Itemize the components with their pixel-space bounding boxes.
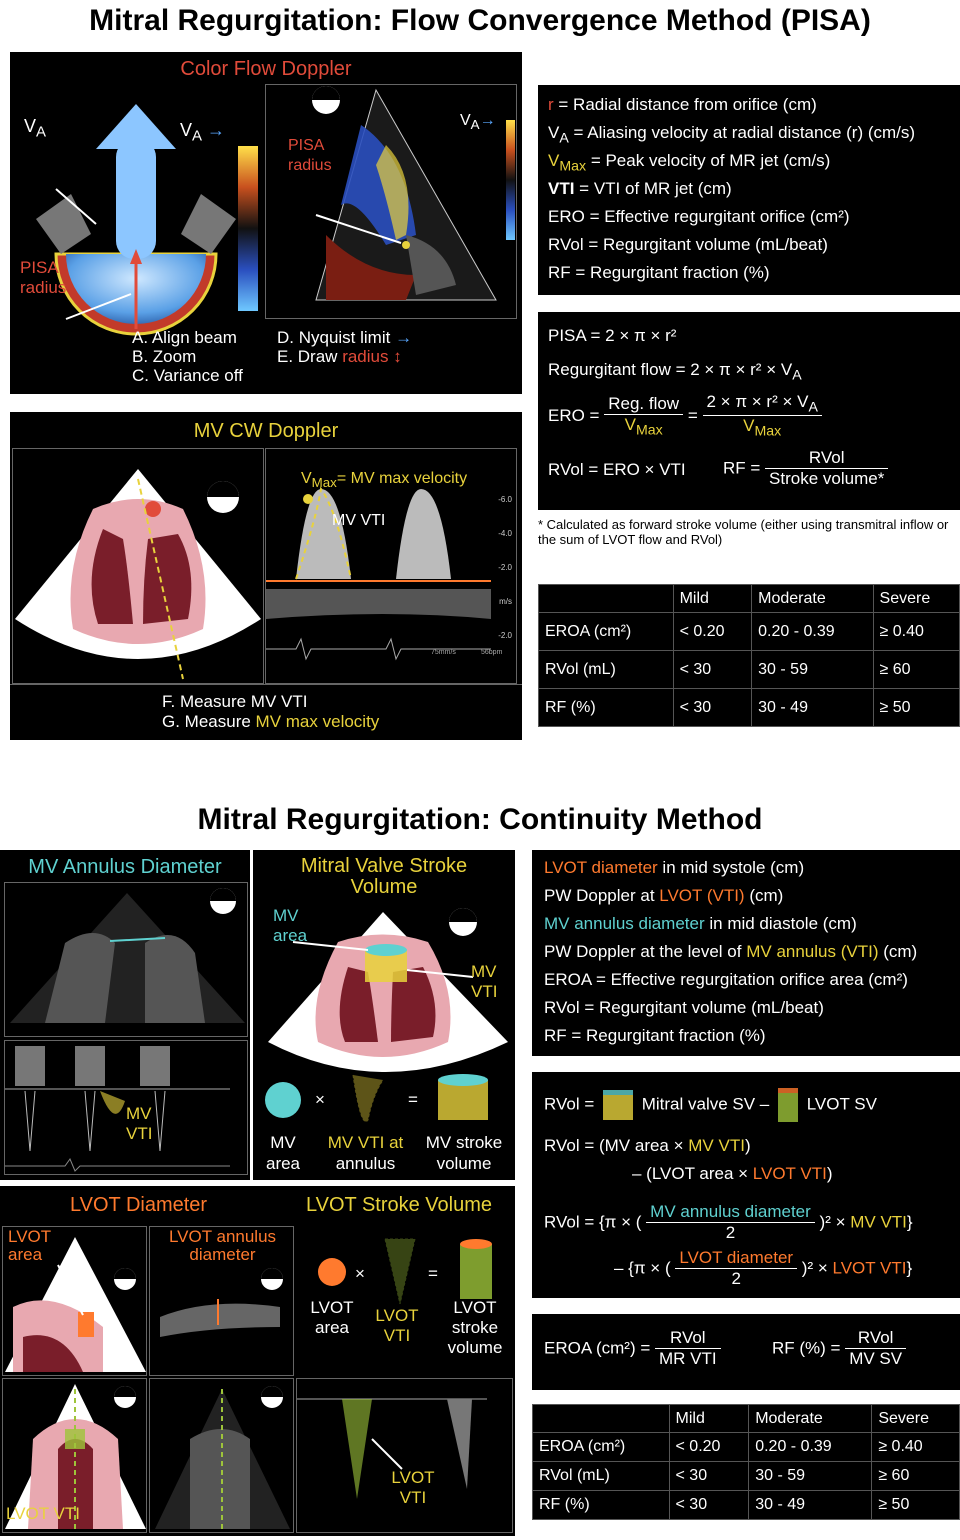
- step-d: D. Nyquist limit: [277, 328, 391, 347]
- icon-lvot-area: LVOT: [310, 1298, 354, 1317]
- mvsv-title-2: Volume: [350, 876, 418, 898]
- eq1-end: LVOT SV: [806, 1094, 877, 1114]
- table-row: [539, 651, 960, 689]
- eq-ero-lhs: ERO =: [548, 405, 605, 425]
- vmax-text: = MV max velocity: [336, 470, 468, 487]
- pisa-radius-label-4: radius: [288, 157, 332, 174]
- eq3-a: – (LVOT area ×: [632, 1164, 753, 1183]
- table-header: Moderate: [749, 1405, 872, 1433]
- eq-ero-num1: Reg. flow: [604, 394, 683, 415]
- table-cell: < 30: [673, 651, 752, 689]
- eq5-post: )² ×: [801, 1258, 833, 1278]
- table-cell: < 30: [669, 1491, 749, 1520]
- continuity-title: Mitral Regurgitation: Continuity Method: [197, 803, 763, 836]
- heart-rate: 56bpm: [481, 649, 503, 656]
- icon-lvot-vti-2: VTI: [383, 1326, 411, 1345]
- step-e: E. Draw: [277, 347, 343, 366]
- icon-lvot-sv-3: volume: [447, 1338, 503, 1357]
- footnote: * Calculated as forward stroke volume (either using transmitral inflow or the sum of LVOT flow and RVol): [538, 517, 949, 547]
- table-cell: 0.20 - 0.39: [749, 1433, 872, 1462]
- times-icon: ×: [355, 1264, 365, 1283]
- lvot-vti-trace-label: LVOT: [391, 1468, 435, 1487]
- color-flow-doppler-panel: [10, 52, 522, 394]
- icon-mv-area: MV: [270, 1133, 296, 1152]
- steps-left: [132, 328, 243, 385]
- arrow-right-icon: →: [479, 112, 496, 129]
- eq5-pre: – {π × (: [614, 1258, 671, 1278]
- lvot-vti-label: LVOT VTI: [6, 1504, 81, 1523]
- eq1-mid: Mitral valve SV –: [641, 1094, 770, 1114]
- lvot-diam-title: LVOT Diameter: [70, 1194, 208, 1216]
- table-cell: 30 - 49: [752, 689, 873, 727]
- table-cell: 30 - 59: [752, 651, 873, 689]
- mv-annulus-panel: [0, 850, 250, 1180]
- cdef-pw-lvot-rest: (cm): [744, 886, 784, 905]
- icon-mv-area-2: area: [265, 1154, 301, 1173]
- eq5-end: }: [906, 1258, 913, 1278]
- rf-den: MV SV: [849, 1349, 903, 1368]
- def-vmax: = Peak velocity of MR jet (cm/s): [586, 151, 831, 170]
- def-rf-key: RF: [548, 263, 571, 282]
- eq-rf-num: RVol: [765, 448, 888, 469]
- table-cell: < 30: [669, 1462, 749, 1491]
- step-b: B. Zoom: [132, 347, 197, 366]
- def-vti: = VTI of MR jet (cm): [574, 179, 732, 198]
- lvot-area-label: LVOT: [8, 1227, 52, 1246]
- va-sub-3: A: [470, 117, 480, 133]
- eq-flow: Regurgitant flow = 2 × π × r² × V: [548, 360, 793, 379]
- equals-icon: =: [408, 1090, 418, 1109]
- pisa-severity-table: [538, 584, 960, 727]
- icon-mv-vti: MV VTI at: [327, 1133, 404, 1152]
- eq-pisa: PISA = 2 × π × r²: [548, 326, 677, 345]
- table-cell: < 30: [673, 689, 752, 727]
- cdef-pw-mv-pre: PW Doppler at the level of: [544, 942, 747, 961]
- table-cell: EROA (cm²): [539, 613, 674, 651]
- pisa-illustration: [16, 84, 266, 349]
- equals-icon: =: [428, 1264, 438, 1283]
- eq3-b: LVOT VTI: [752, 1164, 827, 1183]
- pisa-radius-label-2: radius: [20, 278, 67, 297]
- icon-lvot-vti: LVOT: [375, 1306, 419, 1325]
- def-rvol-key: RVol: [548, 235, 584, 254]
- eq5-den: 2: [731, 1269, 741, 1288]
- va-label-2: V: [180, 120, 193, 140]
- table-cell: ≥ 60: [873, 651, 959, 689]
- table-cell: ≥ 50: [872, 1491, 960, 1520]
- eq-ero-num2: 2 × π × r² × V: [706, 392, 809, 411]
- icon-mv-sv: MV stroke: [425, 1133, 503, 1152]
- def-r: = Radial distance from orifice (cm): [553, 95, 817, 114]
- continuity-equations: [532, 1072, 960, 1298]
- lvot-vti-echo: [149, 1378, 294, 1533]
- eroa-num: RVol: [655, 1328, 721, 1349]
- lvot-vti-trace-label-2: VTI: [399, 1488, 427, 1507]
- table-cell: RF (%): [539, 689, 674, 727]
- lvot-sv-title: LVOT Stroke Volume: [306, 1194, 493, 1216]
- table-header: Severe: [873, 585, 959, 613]
- step-f: F. Measure MV VTI: [162, 692, 308, 711]
- cdef-lvot-diam: LVOT diameter: [544, 858, 658, 877]
- tick-label: -2.0: [498, 563, 512, 572]
- step-a: A. Align beam: [132, 328, 237, 347]
- va-sub-1: A: [36, 123, 47, 141]
- table-header: Moderate: [752, 585, 873, 613]
- table-header: [533, 1405, 670, 1433]
- mv-vti-text-2: VTI: [126, 1124, 153, 1143]
- table-cell: RF (%): [533, 1491, 670, 1520]
- table-header: Severe: [872, 1405, 960, 1433]
- table-cell: ≥ 0.40: [873, 613, 959, 651]
- table-cell: ≥ 50: [873, 689, 959, 727]
- va-label-1: V: [24, 116, 37, 136]
- table-row: [539, 613, 960, 651]
- pisa-radius-label: PISA: [20, 258, 59, 277]
- eroa-den: MR VTI: [658, 1349, 717, 1368]
- table-row: [539, 689, 960, 727]
- table-row: [533, 1433, 960, 1462]
- cdef-eroa: EROA = Effective regurgitation orifice area (cm²): [544, 970, 908, 989]
- icon-lvot-sv: LVOT: [453, 1298, 497, 1317]
- mv-area-label-2: area: [273, 926, 308, 945]
- step-g-hl: MV max velocity: [255, 712, 380, 731]
- icon-mv-vti-2: annulus: [335, 1154, 396, 1173]
- apical-heart-illustration: [12, 448, 264, 684]
- mv-area-label: MV: [273, 906, 299, 925]
- arrow-right-icon: →: [395, 328, 413, 347]
- cdef-pw-mv: MV annulus (VTI): [746, 942, 879, 961]
- icon-mv-sv-2: volume: [436, 1154, 492, 1173]
- step-e-radius: radius: [342, 347, 389, 366]
- annulus-echo-image: [4, 882, 248, 1037]
- mv-sv-icon: [603, 1090, 633, 1120]
- va-label-3: V: [460, 112, 471, 129]
- mv-vti-label: MV: [471, 962, 497, 981]
- cdef-lvot-diam-rest: in mid systole (cm): [657, 858, 805, 877]
- table-cell: < 0.20: [673, 613, 752, 651]
- tick-label: -2.0: [498, 631, 512, 640]
- table-header: Mild: [673, 585, 752, 613]
- mv-vti-label: MV VTI: [332, 512, 386, 529]
- velocity-scale: [498, 483, 512, 653]
- cfd-title: Color Flow Doppler: [180, 58, 352, 80]
- mv-vti-text: MV: [126, 1104, 152, 1123]
- cdef-pw-mv-rest: (cm): [878, 942, 918, 961]
- eq-rf-den: Stroke volume*: [769, 469, 885, 488]
- vmax-sub: Max: [311, 475, 337, 491]
- continuity-definitions: [532, 850, 960, 1056]
- eroa-rf-panel: [532, 1314, 960, 1390]
- def-rvol: = Regurgitant volume (mL/beat): [583, 235, 828, 254]
- step-c: C. Variance off: [132, 366, 243, 385]
- double-arrow-icon: ↕: [393, 347, 402, 366]
- tick-label: m/s: [499, 597, 512, 606]
- icon-lvot-sv-2: stroke: [451, 1318, 499, 1337]
- eq2-c: ): [744, 1136, 751, 1155]
- cdef-pw-lvot: LVOT (VTI): [659, 886, 745, 905]
- cdef-mv-ann: MV annulus diameter: [544, 914, 705, 933]
- eq4-post: )² ×: [819, 1212, 851, 1232]
- table-cell: RVol (mL): [539, 651, 674, 689]
- def-ero: = Effective regurgitant orifice (cm²): [584, 207, 850, 226]
- table-cell: EROA (cm²): [533, 1433, 670, 1462]
- step-g: G. Measure: [162, 712, 256, 731]
- eq1-pre: RVol =: [544, 1094, 599, 1114]
- sweep-speed: 75mm/s: [431, 649, 456, 656]
- eq4-den: 2: [725, 1223, 736, 1242]
- lvot-pw-trace: [296, 1378, 513, 1533]
- eq4-num: MV annulus diameter: [646, 1202, 815, 1223]
- lvot-panel: [0, 1186, 515, 1536]
- def-vti-key: VTI: [548, 179, 575, 198]
- eq4-pre: RVol = {π × (: [544, 1212, 642, 1232]
- eq5-vti: LVOT VTI: [832, 1258, 907, 1278]
- times-icon: ×: [315, 1090, 325, 1109]
- cdef-rf: RF = Regurgitant fraction (%): [544, 1026, 766, 1045]
- table-row: [533, 1462, 960, 1491]
- mv-stroke-volume-panel: [253, 850, 515, 1180]
- pisa-equations: PISA = 2 × π × r² Regurgitant flow = $2 \times \pi \times r^2 \times V_A$ ERO = $\frac{\text{Reg. flow}}{V_{Max}}$ = $\frac{2 \times \pi \times r^2 \times V_A}{V_{Max}}$ RVol = ERO × VTI RF = $\frac{\text{RVol}}{\text{Stroke volume*}}$: [538, 312, 960, 510]
- def-va: = Aliasing velocity at radial distance (r) (cm/s): [568, 123, 916, 142]
- cdef-mv-ann-rest: in mid diastole (cm): [704, 914, 857, 933]
- table-row: [533, 1491, 960, 1520]
- rf-num: RVol: [845, 1328, 906, 1349]
- pisa-title: Mitral Regurgitation: Flow Convergence Method (PISA): [89, 4, 871, 37]
- eq5-num: LVOT diameter: [675, 1248, 797, 1269]
- eq4-end: }: [906, 1212, 913, 1232]
- rf-lhs: RF (%) =: [772, 1338, 846, 1358]
- lvot-sv-icon: [778, 1088, 798, 1122]
- arrow-right-icon: →: [207, 120, 226, 140]
- eq2-b: MV VTI: [688, 1136, 745, 1155]
- eq-rf-lhs: RF =: [723, 458, 766, 478]
- va-sub-2: A: [192, 127, 203, 145]
- tick-label: -4.0: [498, 529, 512, 538]
- table-cell: 30 - 49: [749, 1491, 872, 1520]
- vmax-label: V: [301, 470, 312, 487]
- mv-vti-label-trace: [126, 1104, 152, 1144]
- icon-lvot-area-2: area: [314, 1318, 350, 1337]
- annulus-title: MV Annulus Diameter: [28, 856, 222, 878]
- lvot-sv-icons: [300, 1234, 512, 1304]
- cw-title: MV CW Doppler: [193, 420, 339, 442]
- table-header: Mild: [669, 1405, 749, 1433]
- cdef-pw-lvot-pre: PW Doppler at: [544, 886, 660, 905]
- mv-cw-doppler-panel: [10, 412, 522, 740]
- eq-ero-den1: V: [624, 414, 636, 434]
- cdef-rvol: RVol = Regurgitant volume (mL/beat): [544, 998, 824, 1017]
- lvot-area-label-2: area: [8, 1245, 43, 1264]
- eroa-lhs: EROA (cm²) =: [544, 1338, 655, 1358]
- mvsv-title: Mitral Valve Stroke: [300, 855, 468, 877]
- lvot-annulus-label-2: diameter: [189, 1245, 256, 1264]
- continuity-severity-table: [532, 1404, 960, 1520]
- lvot-annulus-label: LVOT annulus: [168, 1227, 277, 1246]
- table-cell: 0.20 - 0.39: [752, 613, 873, 651]
- pisa-definitions: r = Radial distance from orifice (cm) $V_A$ = Aliasing velocity at radial distance (r) (cm/s) $V_{Max}$ = Peak velocity of MR jet (cm/s) VTI = VTI of MR jet (cm) ERO = Effective regurgitant orifice (cm²) RVol = Regurgitant volume (mL/beat) RF = Regurgitant fraction (%): [538, 85, 960, 295]
- tick-label: -6.0: [498, 495, 512, 504]
- table-header: [539, 585, 674, 613]
- mv-vti-label-2: VTI: [471, 982, 498, 1001]
- pisa-radius-label-3: PISA: [288, 137, 325, 154]
- eq3-c: ): [826, 1164, 833, 1183]
- table-cell: < 0.20: [669, 1433, 749, 1462]
- table-cell: ≥ 60: [872, 1462, 960, 1491]
- eq2-a: RVol = (MV area ×: [544, 1136, 689, 1155]
- eq-rvol: RVol = ERO × VTI: [548, 460, 686, 479]
- table-cell: ≥ 0.40: [872, 1433, 960, 1462]
- def-ero-key: ERO: [548, 207, 585, 226]
- mv-sv-icons: [253, 1070, 515, 1130]
- eq4-vti: MV VTI: [850, 1212, 907, 1232]
- table-cell: RVol (mL): [533, 1462, 670, 1491]
- def-rf: = Regurgitant fraction (%): [570, 263, 770, 282]
- table-cell: 30 - 59: [749, 1462, 872, 1491]
